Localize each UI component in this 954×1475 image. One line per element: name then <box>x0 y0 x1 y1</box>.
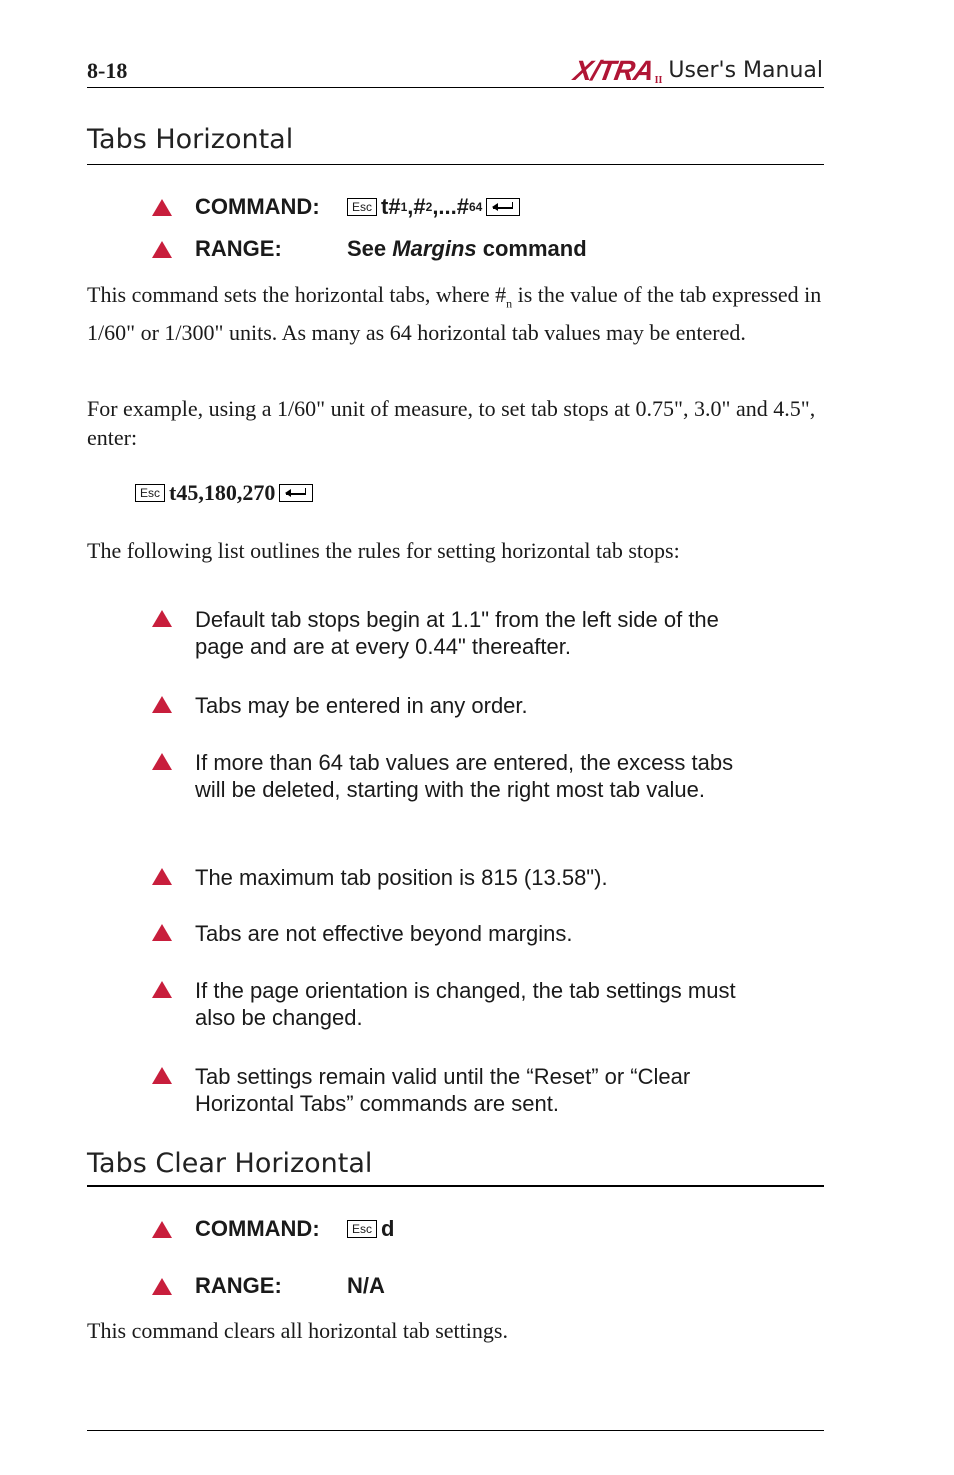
triangle-bullet-icon <box>152 199 172 216</box>
command-value <box>347 1216 394 1242</box>
range-text: command <box>476 236 587 261</box>
range-row <box>152 1273 385 1299</box>
enter-key-icon <box>279 484 313 502</box>
list-item: If the page orientation is changed, the tab settings must also be changed. <box>152 977 755 1031</box>
paragraph-rules-intro: The following list outlines the rules for setting horizontal tab stops: <box>87 538 680 563</box>
list-item: Default tab stops begin at 1.1" from the left side of the page and are at every 0.44" thereafter. <box>152 606 755 660</box>
list-item: Tabs are not effective beyond margins. <box>152 920 755 947</box>
triangle-bullet-icon <box>152 696 172 713</box>
command-text: ,...# <box>432 194 469 219</box>
triangle-bullet-icon <box>152 753 172 770</box>
triangle-bullet-icon <box>152 610 172 627</box>
range-label: RANGE: <box>195 236 282 261</box>
section-heading-tabs-clear-horizontal: Tabs Clear Horizontal <box>87 1148 373 1179</box>
header-brand <box>570 55 823 86</box>
command-text: d <box>381 1216 395 1241</box>
command-text: t# <box>381 194 401 219</box>
command-subscript: 1 <box>400 200 408 214</box>
command-row <box>152 1216 394 1242</box>
paragraph-example: For example, using a 1/60" unit of measure, to set tab stops at 0.75", 3.0" and 4.5", enter: <box>87 396 816 450</box>
example-text: t45,180,270 <box>169 480 276 505</box>
section-divider <box>87 1185 824 1187</box>
esc-key-icon: Esc <box>135 484 165 502</box>
range-label: RANGE: <box>195 1273 282 1298</box>
triangle-bullet-icon <box>152 241 172 258</box>
triangle-bullet-icon <box>152 1221 172 1238</box>
section-divider <box>87 164 824 165</box>
triangle-bullet-icon <box>152 1067 172 1084</box>
triangle-bullet-icon <box>152 924 172 941</box>
example-command <box>135 480 313 506</box>
command-row <box>152 194 520 220</box>
command-label: COMMAND: <box>195 194 320 219</box>
range-value: N/A <box>347 1273 385 1298</box>
paragraph-clear-description: This command clears all horizontal tab settings. <box>87 1318 508 1343</box>
header-divider <box>87 87 824 88</box>
page-number: 8-18 <box>87 58 128 83</box>
xtra-logo-sub: II <box>654 75 663 86</box>
command-subscript: 2 <box>425 200 433 214</box>
command-subscript: 64 <box>469 200 483 214</box>
range-italic: Margins <box>392 236 477 261</box>
esc-key-icon: Esc <box>347 198 377 216</box>
command-text: ,# <box>407 194 426 219</box>
command-value <box>347 194 520 220</box>
range-row <box>152 236 587 262</box>
list-item: If more than 64 tab values are entered, the excess tabs will be deleted, starting with the right most tab value. <box>152 749 755 803</box>
manual-title: User's Manual <box>668 58 823 83</box>
list-item: The maximum tab position is 815 (13.58"). <box>152 864 755 891</box>
footer-divider <box>87 1430 824 1431</box>
triangle-bullet-icon <box>152 981 172 998</box>
list-item: Tabs may be entered in any order. <box>152 692 755 719</box>
range-value <box>347 236 587 262</box>
xtra-logo: X/TRA <box>570 55 656 86</box>
paragraph-description: This command sets the horizontal tabs, where $\#_n$ is the value of the tab expressed in 1/60" or 1/300" units. As many as 64 horizontal tab values may be entered. <box>87 282 822 346</box>
esc-key-icon: Esc <box>347 1220 377 1238</box>
triangle-bullet-icon <box>152 868 172 885</box>
section-heading-tabs-horizontal: Tabs Horizontal <box>87 124 294 155</box>
list-item: Tab settings remain valid until the “Reset” or “Clear Horizontal Tabs” commands are sent. <box>152 1063 755 1117</box>
range-text: See <box>347 236 393 261</box>
enter-key-icon <box>486 198 520 216</box>
triangle-bullet-icon <box>152 1278 172 1295</box>
command-label: COMMAND: <box>195 1216 320 1241</box>
